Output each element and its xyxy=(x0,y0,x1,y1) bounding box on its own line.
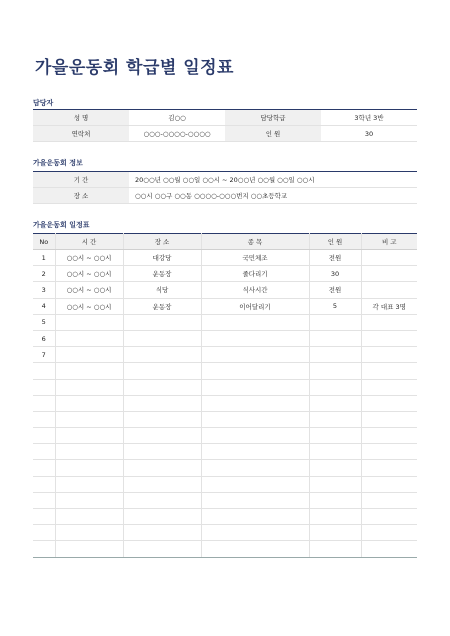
header-place: 장 소 xyxy=(123,234,201,250)
cell-place xyxy=(123,330,201,346)
cell-note xyxy=(361,411,417,427)
table-row xyxy=(33,314,417,330)
cell-place: 식당 xyxy=(123,282,201,298)
table-row xyxy=(33,509,417,525)
schedule-header-row xyxy=(33,234,417,250)
cell-no xyxy=(33,444,55,460)
table-row xyxy=(33,266,417,282)
period-value: 20○○년 ○○월 ○○일 ○○시 ~ 20○○년 ○○월 ○○일 ○○시 xyxy=(129,172,417,188)
table-row xyxy=(33,395,417,411)
cell-time xyxy=(55,509,123,525)
cell-count xyxy=(309,330,361,346)
cell-place xyxy=(123,509,201,525)
cell-count: 30 xyxy=(309,266,361,282)
cell-event xyxy=(201,314,309,330)
table-row xyxy=(33,444,417,460)
cell-note xyxy=(361,460,417,476)
cell-time xyxy=(55,525,123,541)
cell-note xyxy=(361,476,417,492)
cell-place xyxy=(123,411,201,427)
cell-place xyxy=(123,460,201,476)
cell-count xyxy=(309,428,361,444)
cell-count xyxy=(309,476,361,492)
cell-note xyxy=(361,444,417,460)
phone-value: ○○○-○○○○-○○○○ xyxy=(129,126,225,142)
cell-time xyxy=(55,395,123,411)
cell-event xyxy=(201,476,309,492)
cell-event xyxy=(201,428,309,444)
cell-place xyxy=(123,444,201,460)
cell-count xyxy=(309,541,361,557)
table-row xyxy=(33,379,417,395)
cell-place xyxy=(123,347,201,363)
cell-time xyxy=(55,541,123,557)
cell-time: ○○시 ~ ○○시 xyxy=(55,298,123,314)
cell-count xyxy=(309,363,361,379)
cell-count: 전원 xyxy=(309,282,361,298)
table-row xyxy=(33,476,417,492)
header-event: 종 목 xyxy=(201,234,309,250)
cell-time xyxy=(55,492,123,508)
cell-count xyxy=(309,444,361,460)
cell-place xyxy=(123,541,201,557)
cell-count xyxy=(309,492,361,508)
place-label: 장 소 xyxy=(33,188,129,204)
header-time: 시 간 xyxy=(55,234,123,250)
cell-event xyxy=(201,379,309,395)
header-no: No xyxy=(33,234,55,250)
cell-place: 운동장 xyxy=(123,266,201,282)
table-row xyxy=(33,428,417,444)
cell-no xyxy=(33,525,55,541)
cell-count: 5 xyxy=(309,298,361,314)
class-value: 3학년 3반 xyxy=(321,110,417,126)
cell-no xyxy=(33,492,55,508)
cell-note xyxy=(361,330,417,346)
cell-count xyxy=(309,379,361,395)
count-label: 인 원 xyxy=(225,126,321,142)
class-label: 담당학급 xyxy=(225,110,321,126)
cell-time: ○○시 ~ ○○시 xyxy=(55,266,123,282)
cell-note xyxy=(361,492,417,508)
contact-section-heading: 담당자 xyxy=(33,99,54,107)
schedule-section-heading: 가을운동회 일정표 xyxy=(33,221,90,229)
header-count: 인 원 xyxy=(309,234,361,250)
cell-place: 대강당 xyxy=(123,250,201,266)
cell-no xyxy=(33,509,55,525)
count-value: 30 xyxy=(321,126,417,142)
cell-note xyxy=(361,347,417,363)
cell-event: 줄다리기 xyxy=(201,266,309,282)
cell-no xyxy=(33,379,55,395)
cell-event xyxy=(201,363,309,379)
table-row xyxy=(33,460,417,476)
cell-place xyxy=(123,525,201,541)
table-row xyxy=(33,541,417,557)
cell-event xyxy=(201,347,309,363)
cell-place xyxy=(123,428,201,444)
cell-time: ○○시 ~ ○○시 xyxy=(55,282,123,298)
cell-no xyxy=(33,428,55,444)
place-value: ○○시 ○○구 ○○동 ○○○○-○○○번지 ○○초등학교 xyxy=(129,188,417,204)
cell-place xyxy=(123,476,201,492)
info-table xyxy=(33,171,417,204)
cell-no: 5 xyxy=(33,314,55,330)
cell-place xyxy=(123,379,201,395)
table-row xyxy=(33,282,417,298)
cell-note xyxy=(361,379,417,395)
period-label: 기 간 xyxy=(33,172,129,188)
cell-event xyxy=(201,541,309,557)
name-value: 김○○ xyxy=(129,110,225,126)
cell-no: 4 xyxy=(33,298,55,314)
name-label: 성 명 xyxy=(33,110,129,126)
cell-count xyxy=(309,460,361,476)
cell-no xyxy=(33,476,55,492)
cell-event xyxy=(201,509,309,525)
cell-note xyxy=(361,266,417,282)
cell-event: 국민체조 xyxy=(201,250,309,266)
cell-note xyxy=(361,509,417,525)
header-note: 비 고 xyxy=(361,234,417,250)
cell-place xyxy=(123,363,201,379)
cell-count xyxy=(309,347,361,363)
cell-event: 식사시간 xyxy=(201,282,309,298)
contact-table xyxy=(33,109,417,142)
cell-place xyxy=(123,314,201,330)
cell-no: 1 xyxy=(33,250,55,266)
cell-time xyxy=(55,411,123,427)
cell-count xyxy=(309,314,361,330)
table-row xyxy=(33,492,417,508)
table-row xyxy=(33,525,417,541)
cell-event: 이어달리기 xyxy=(201,298,309,314)
cell-event xyxy=(201,395,309,411)
table-row xyxy=(33,298,417,314)
cell-time xyxy=(55,314,123,330)
table-row xyxy=(33,411,417,427)
cell-time: ○○시 ~ ○○시 xyxy=(55,250,123,266)
page-title: 가을운동회 학급별 일정표 xyxy=(35,58,234,78)
cell-no xyxy=(33,363,55,379)
schedule-table xyxy=(33,233,417,558)
cell-no xyxy=(33,460,55,476)
info-section-heading: 가을운동회 정보 xyxy=(33,159,83,167)
cell-count xyxy=(309,509,361,525)
cell-note xyxy=(361,395,417,411)
cell-note xyxy=(361,363,417,379)
cell-no xyxy=(33,541,55,557)
cell-no: 2 xyxy=(33,266,55,282)
cell-no: 7 xyxy=(33,347,55,363)
table-row xyxy=(33,330,417,346)
cell-note xyxy=(361,428,417,444)
cell-no xyxy=(33,411,55,427)
cell-time xyxy=(55,444,123,460)
cell-event xyxy=(201,411,309,427)
cell-no xyxy=(33,395,55,411)
table-row xyxy=(33,363,417,379)
cell-count xyxy=(309,395,361,411)
phone-label: 연락처 xyxy=(33,126,129,142)
cell-time xyxy=(55,363,123,379)
cell-time xyxy=(55,330,123,346)
cell-no: 3 xyxy=(33,282,55,298)
cell-place xyxy=(123,395,201,411)
cell-event xyxy=(201,330,309,346)
cell-event xyxy=(201,460,309,476)
cell-place: 운동장 xyxy=(123,298,201,314)
cell-note xyxy=(361,282,417,298)
cell-count: 전원 xyxy=(309,250,361,266)
cell-count xyxy=(309,411,361,427)
cell-note xyxy=(361,314,417,330)
cell-time xyxy=(55,347,123,363)
cell-time xyxy=(55,476,123,492)
cell-time xyxy=(55,379,123,395)
cell-note: 각 대표 3명 xyxy=(361,298,417,314)
cell-note xyxy=(361,525,417,541)
cell-event xyxy=(201,444,309,460)
cell-note xyxy=(361,250,417,266)
cell-note xyxy=(361,541,417,557)
table-row xyxy=(33,250,417,266)
cell-no: 6 xyxy=(33,330,55,346)
cell-place xyxy=(123,492,201,508)
table-row xyxy=(33,347,417,363)
cell-time xyxy=(55,428,123,444)
cell-time xyxy=(55,460,123,476)
cell-count xyxy=(309,525,361,541)
cell-event xyxy=(201,492,309,508)
cell-event xyxy=(201,525,309,541)
